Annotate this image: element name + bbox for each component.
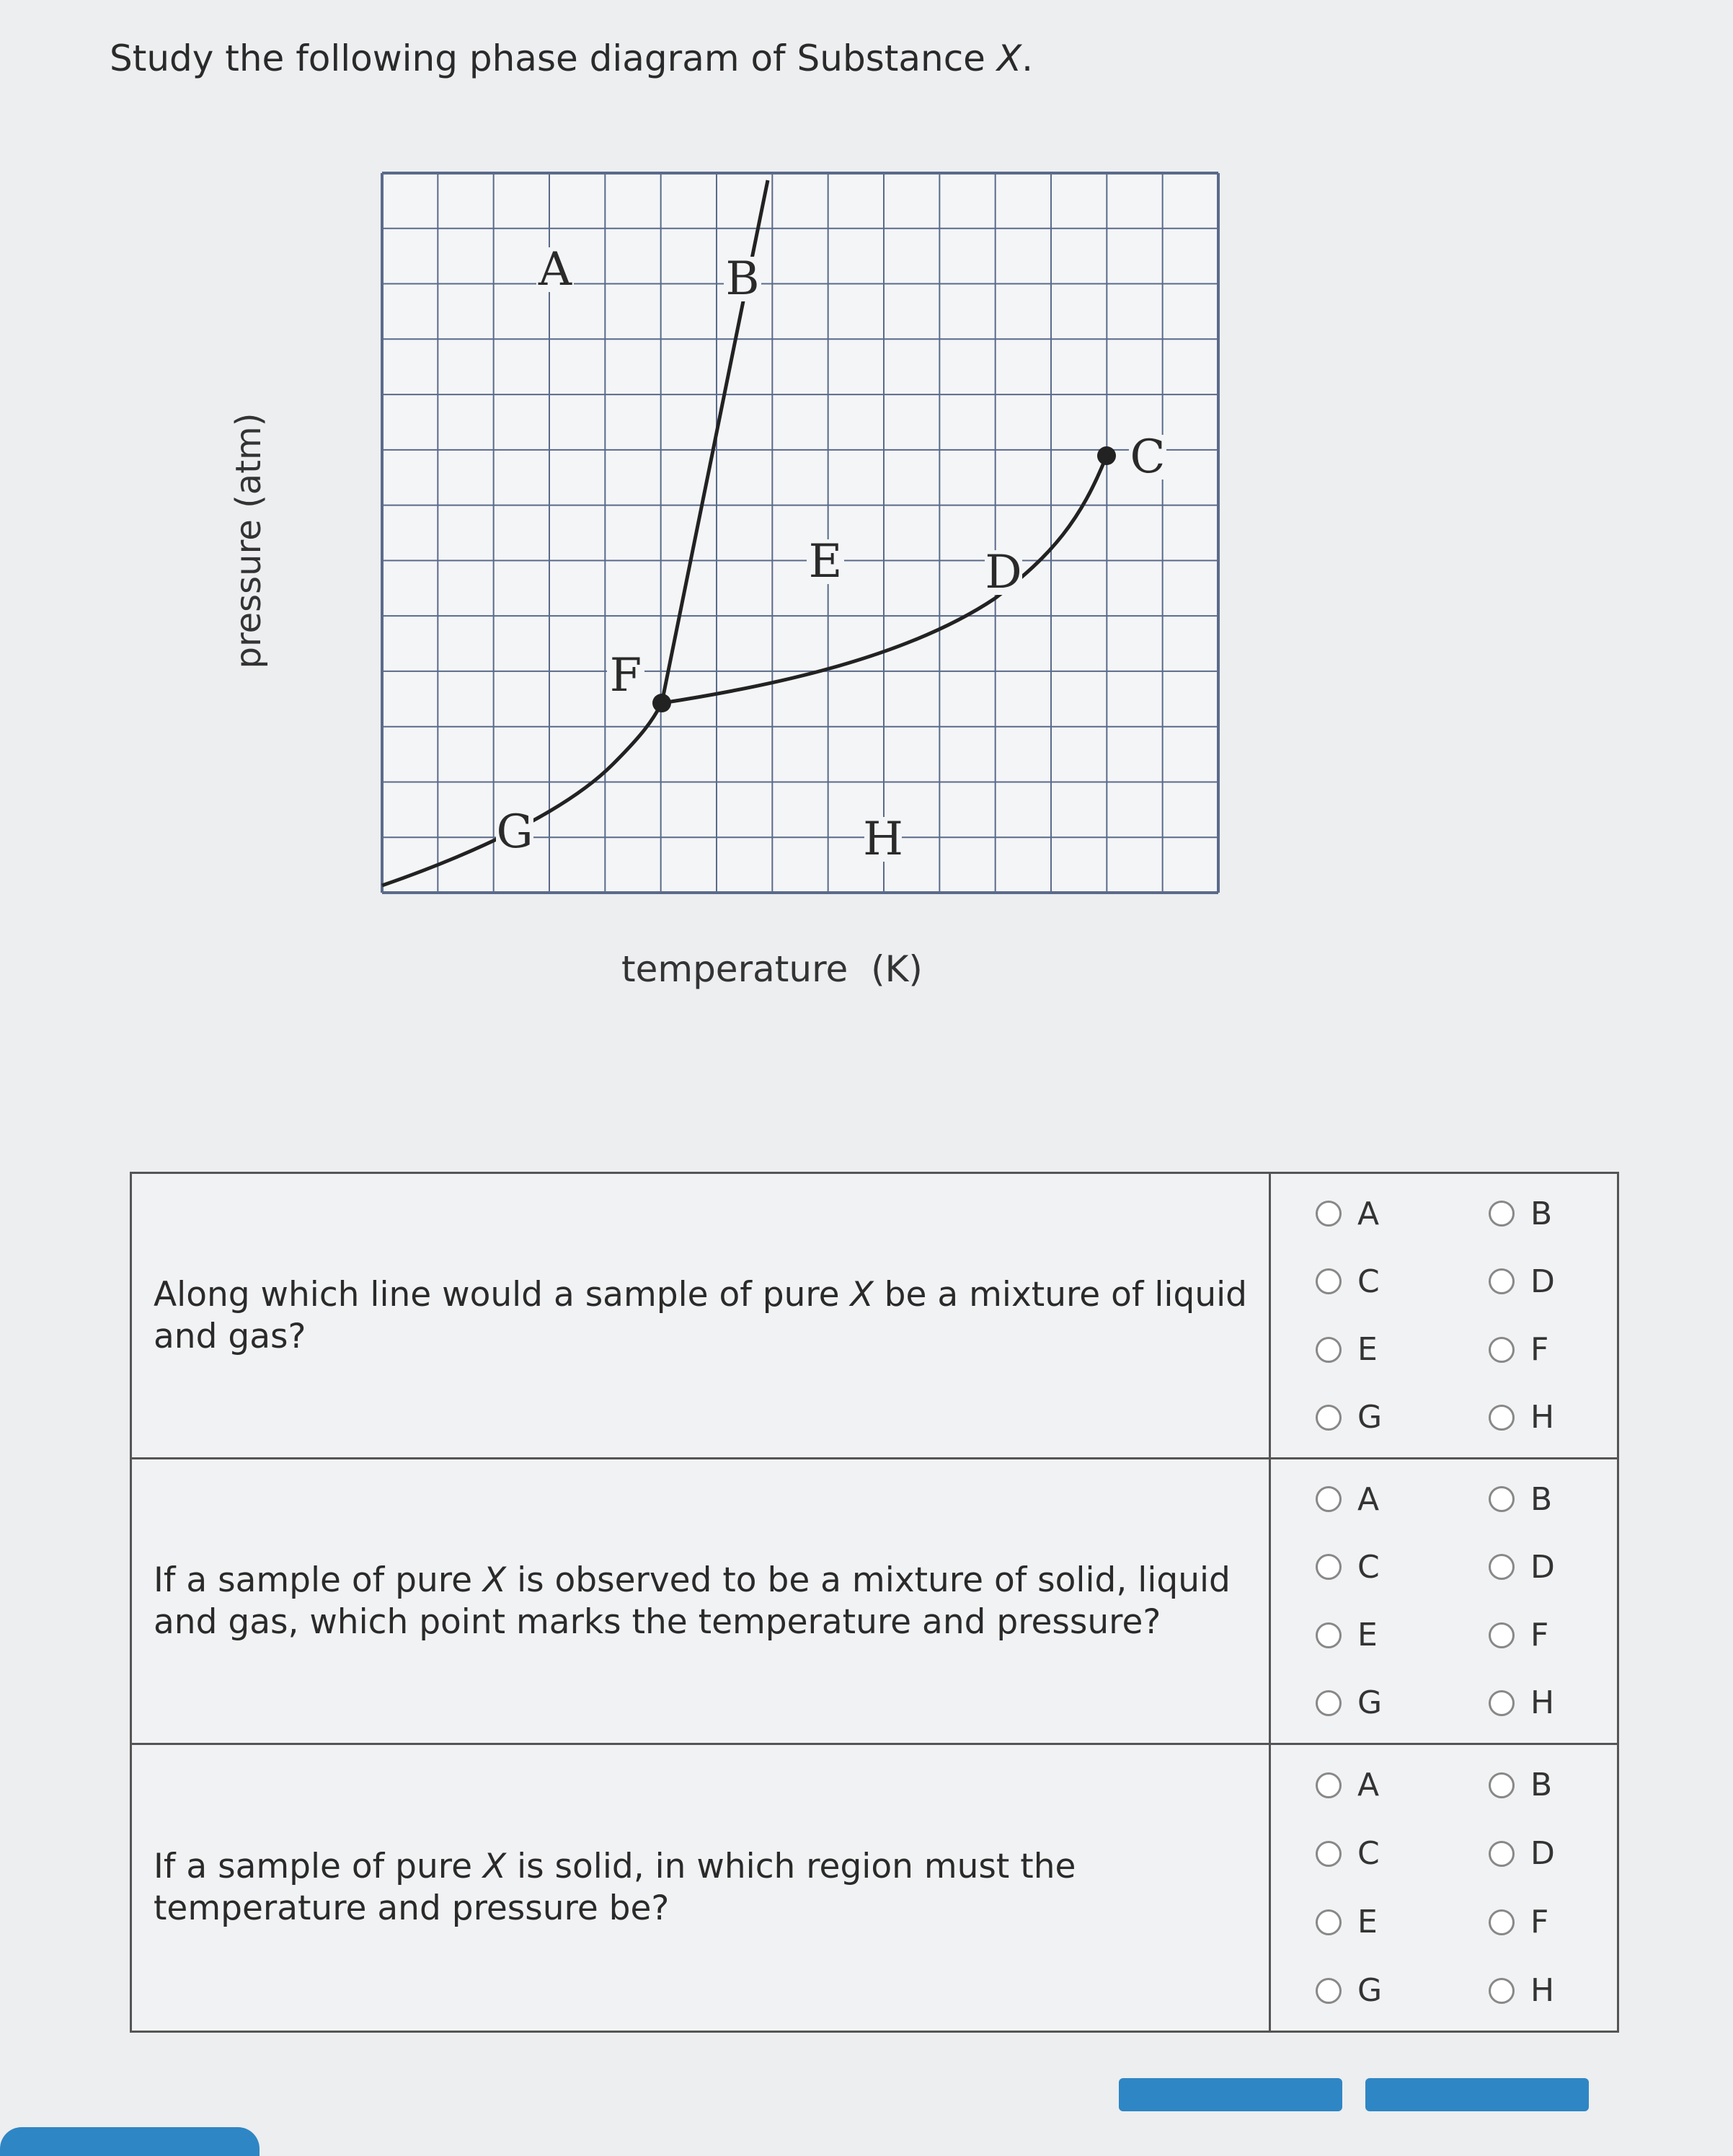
point-label-f: F [609, 649, 642, 702]
option-f[interactable] [1444, 1888, 1617, 1956]
option-label: B [1530, 1480, 1553, 1518]
option-label: B [1530, 1195, 1553, 1232]
action-button-left[interactable] [1119, 2078, 1342, 2111]
option-d[interactable] [1444, 1819, 1617, 1888]
question-variable: X [482, 1560, 507, 1600]
option-a[interactable] [1271, 1465, 1444, 1533]
option-label: C [1357, 1263, 1380, 1300]
option-label: F [1530, 1904, 1549, 1940]
phase-diagram [216, 159, 1240, 909]
option-label: C [1357, 1548, 1380, 1586]
radio-button[interactable] [1316, 1690, 1342, 1716]
option-e[interactable] [1271, 1316, 1444, 1384]
answer-options [1271, 1745, 1617, 2031]
point-label-h: H [863, 813, 903, 866]
option-label: D [1530, 1548, 1555, 1586]
radio-button[interactable] [1316, 1978, 1342, 2004]
question-row [132, 1745, 1617, 2031]
x-axis-label: temperature (K) [621, 948, 923, 990]
point-label-c: C [1130, 430, 1166, 484]
question-text-after: is observed to be a mixture of solid, liquid and gas, which point marks the temperature and pressure? [154, 1560, 1231, 1642]
radio-button[interactable] [1489, 1554, 1515, 1580]
plot-background [382, 173, 1218, 893]
option-label: E [1357, 1331, 1378, 1369]
option-label: G [1357, 1972, 1383, 2009]
radio-button[interactable] [1316, 1622, 1342, 1648]
radio-button[interactable] [1316, 1405, 1342, 1431]
option-label: A [1357, 1480, 1380, 1518]
diagram-grid [382, 173, 1218, 893]
option-b[interactable] [1444, 1180, 1617, 1247]
radio-button[interactable] [1316, 1772, 1342, 1798]
point-label-a: A [538, 243, 572, 296]
option-label: G [1357, 1399, 1383, 1436]
intro-text-after: . [1021, 37, 1034, 79]
option-h[interactable] [1444, 1384, 1617, 1452]
option-a[interactable] [1271, 1751, 1444, 1819]
option-h[interactable] [1444, 1956, 1617, 2025]
radio-button[interactable] [1316, 1337, 1342, 1363]
question-text [132, 1459, 1271, 1743]
question-text-before: If a sample of pure [154, 1560, 483, 1600]
bottom-left-button[interactable] [0, 2127, 260, 2156]
question-table [130, 1172, 1619, 2033]
option-g[interactable] [1271, 1384, 1444, 1452]
triple-point-marker [652, 694, 671, 712]
question-row [132, 1459, 1617, 1745]
question-text [132, 1745, 1271, 2031]
point-label-d: D [985, 546, 1022, 599]
option-label: A [1357, 1195, 1380, 1232]
radio-button[interactable] [1316, 1486, 1342, 1512]
point-label-e: E [808, 535, 843, 588]
option-c[interactable] [1271, 1819, 1444, 1888]
option-label: H [1530, 1972, 1555, 2009]
radio-button[interactable] [1489, 1978, 1515, 2004]
option-b[interactable] [1444, 1465, 1617, 1533]
option-label: A [1357, 1767, 1380, 1803]
radio-button[interactable] [1316, 1201, 1342, 1227]
radio-button[interactable] [1489, 1772, 1515, 1798]
question-text-after: is solid, in which region must the temperature and pressure be? [154, 1847, 1076, 1928]
radio-button[interactable] [1489, 1486, 1515, 1512]
radio-button[interactable] [1489, 1841, 1515, 1867]
option-d[interactable] [1444, 1247, 1617, 1315]
point-label-g: G [496, 805, 533, 859]
radio-button[interactable] [1316, 1841, 1342, 1867]
radio-button[interactable] [1316, 1909, 1342, 1935]
radio-button[interactable] [1316, 1268, 1342, 1294]
option-label: E [1357, 1617, 1378, 1654]
question-text [132, 1174, 1271, 1457]
question-text-after: be a mixture of liquid and gas? [154, 1274, 1247, 1356]
radio-button[interactable] [1489, 1268, 1515, 1294]
radio-button[interactable] [1489, 1405, 1515, 1431]
y-axis-label: pressure (atm) [229, 412, 269, 669]
question-text-before: Along which line would a sample of pure [154, 1274, 851, 1315]
option-a[interactable] [1271, 1180, 1444, 1247]
question-text-before: If a sample of pure [154, 1847, 483, 1886]
radio-button[interactable] [1489, 1337, 1515, 1363]
radio-button[interactable] [1489, 1201, 1515, 1227]
radio-button[interactable] [1489, 1622, 1515, 1648]
radio-button[interactable] [1489, 1909, 1515, 1935]
question-variable: X [482, 1847, 507, 1886]
radio-button[interactable] [1489, 1690, 1515, 1716]
option-f[interactable] [1444, 1316, 1617, 1384]
option-c[interactable] [1271, 1247, 1444, 1315]
option-label: E [1357, 1904, 1378, 1940]
answer-options [1271, 1459, 1617, 1743]
action-button-right[interactable] [1365, 2078, 1589, 2111]
option-label: G [1357, 1684, 1383, 1722]
option-label: H [1530, 1399, 1555, 1436]
option-label: D [1530, 1263, 1555, 1300]
option-e[interactable] [1271, 1601, 1444, 1669]
option-label: H [1530, 1684, 1555, 1722]
option-g[interactable] [1271, 1669, 1444, 1737]
option-label: F [1530, 1331, 1549, 1369]
point-label-b: B [725, 252, 760, 306]
option-label: D [1530, 1835, 1555, 1872]
option-d[interactable] [1444, 1533, 1617, 1601]
option-label: B [1530, 1767, 1553, 1803]
intro-text [110, 37, 1033, 79]
option-label: F [1530, 1617, 1549, 1654]
option-g[interactable] [1271, 1956, 1444, 2025]
option-c[interactable] [1271, 1533, 1444, 1601]
radio-button[interactable] [1316, 1554, 1342, 1580]
option-b[interactable] [1444, 1751, 1617, 1819]
question-row [132, 1174, 1617, 1459]
option-h[interactable] [1444, 1669, 1617, 1737]
answer-options [1271, 1174, 1617, 1457]
question-variable: X [850, 1274, 874, 1315]
critical-point-marker [1097, 446, 1116, 465]
option-e[interactable] [1271, 1888, 1444, 1956]
intro-text-before: Study the following phase diagram of Substance [110, 37, 997, 79]
option-f[interactable] [1444, 1601, 1617, 1669]
option-label: C [1357, 1835, 1380, 1872]
intro-variable: X [996, 37, 1022, 79]
